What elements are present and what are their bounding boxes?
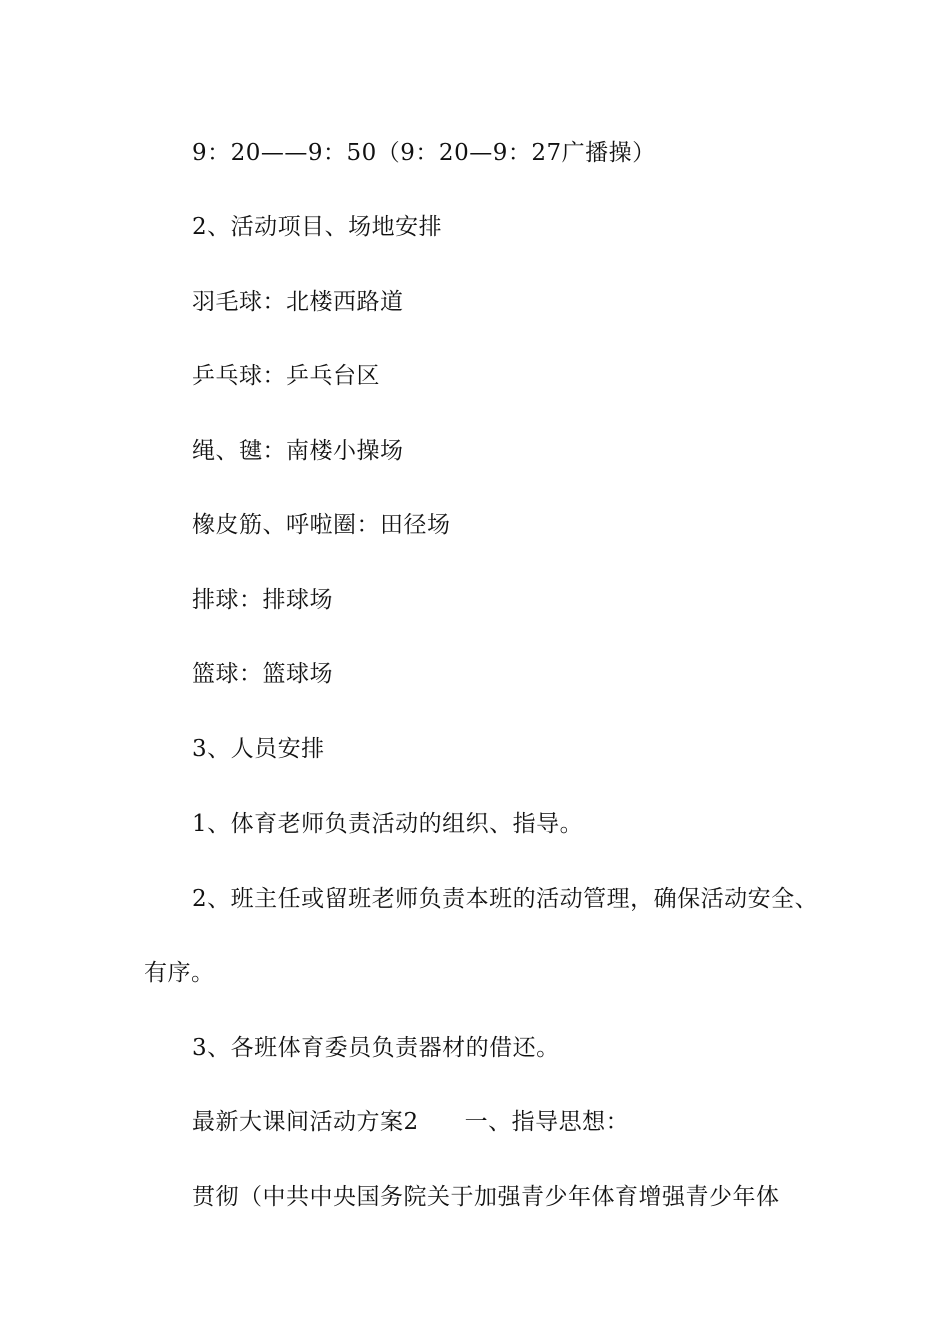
section-heading-guiding-ideology: 一、指导思想： <box>464 1109 630 1135</box>
staff-item-class-teacher-continued: 有序。 <box>144 960 215 986</box>
venue-rubber-band-hula-hoop: 橡皮筋、呼啦圈：田径场 <box>192 512 451 538</box>
plan-heading-line <box>192 1107 629 1137</box>
staff-item-class-teacher: 2、班主任或留班老师负责本班的活动管理，确保活动安全、 <box>192 886 819 912</box>
staff-item-pe-teacher: 1、体育老师负责活动的组织、指导。 <box>192 811 584 837</box>
venue-rope-shuttlecock: 绳、毽：南楼小操场 <box>192 438 404 464</box>
venue-basketball: 篮球：篮球场 <box>192 661 333 687</box>
staff-item-sports-committee: 3、各班体育委员负责器材的借还。 <box>192 1035 560 1061</box>
venue-volleyball: 排球：排球场 <box>192 587 333 613</box>
venue-badminton: 羽毛球：北楼西路道 <box>192 289 404 315</box>
plan-title: 最新大课间活动方案2 <box>192 1109 419 1135</box>
section-staff-arrangement: 3、人员安排 <box>192 736 325 762</box>
venue-table-tennis: 乒乓球：乒乓台区 <box>192 363 380 389</box>
section-activities-venues: 2、活动项目、场地安排 <box>192 214 443 240</box>
schedule-time-line: 9：20——9：50（9：20—9：27广播操） <box>192 140 656 166</box>
paragraph-line: 贯彻（中共中央国务院关于加强青少年体育增强青少年体 <box>192 1184 780 1210</box>
